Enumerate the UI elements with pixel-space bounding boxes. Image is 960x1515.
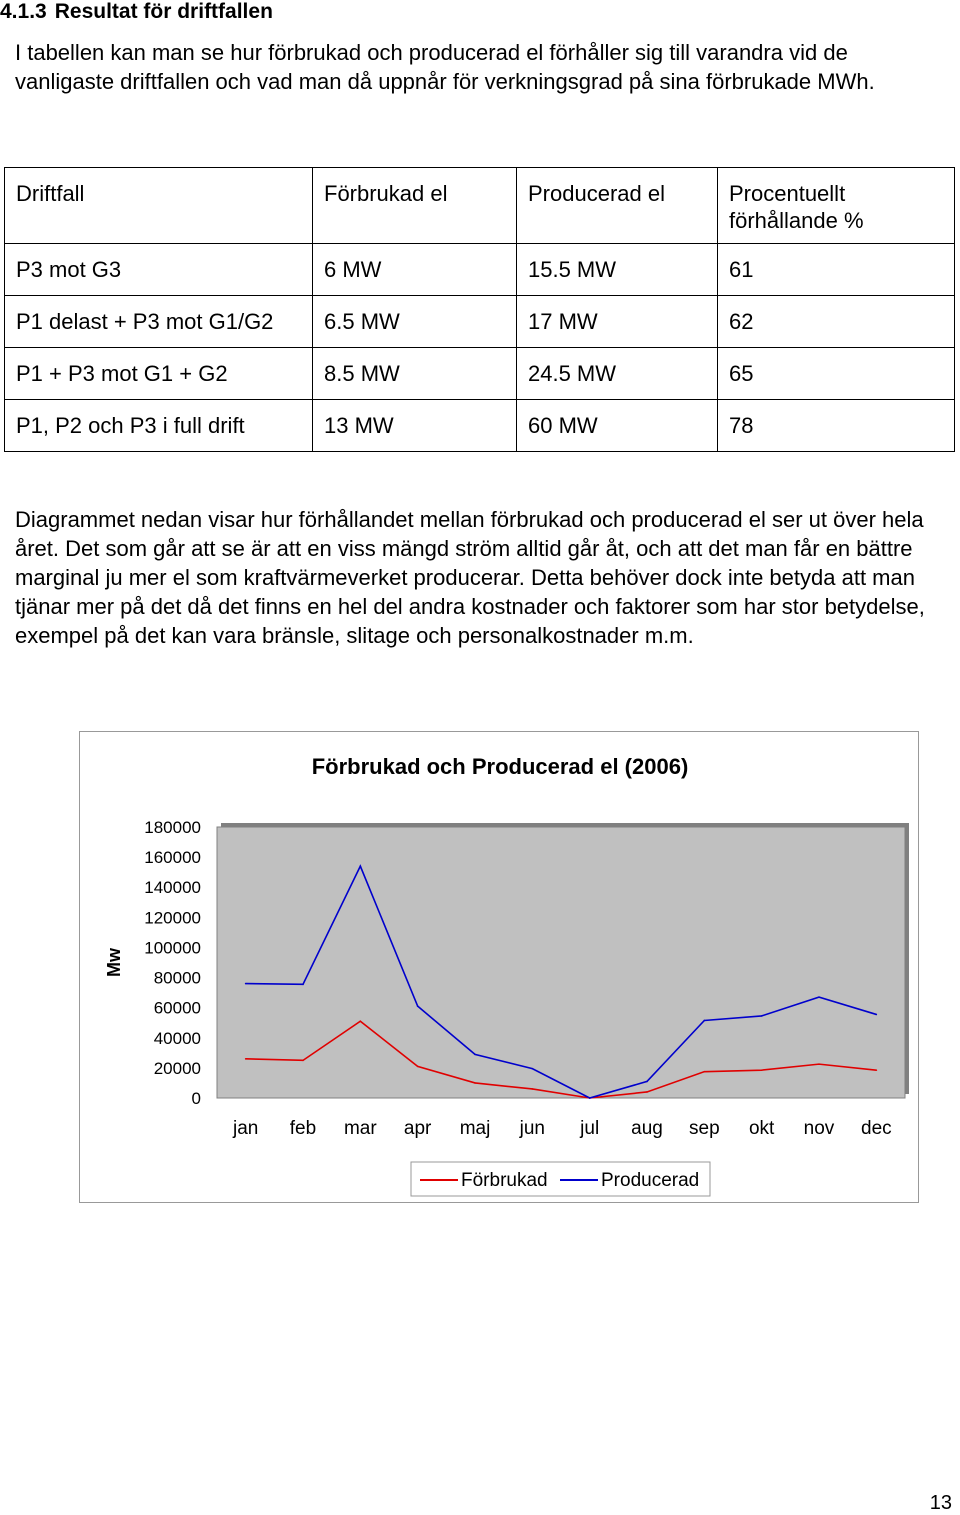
- body-paragraph: Diagrammet nedan visar hur förhållandet mellan förbrukad och producerad el ser ut över hela året. Det som går att se är att en viss mängd ström alltid går åt, och att det man får en bättre marginal ju mer el som kraftvärmeverket producerar. Detta behöver dock inte betyda att man tjänar mer på det då det finns en hel del andra kostnader och faktorer som har stor betydelse, exempel på det kan vara bränsle, slitage och personalkostnader m.m.: [15, 507, 925, 648]
- x-tick-label: nov: [803, 1118, 835, 1139]
- chart-title: Förbrukad och Producerad el (2006): [311, 754, 689, 779]
- y-axis-label: Mw: [104, 948, 124, 977]
- intro-paragraph: I tabellen kan man se hur förbrukad och producerad el förhåller sig till varandra vid de vanligaste driftfallen och vad man då uppnår för verkningsgrad på sina förbrukade MWh.: [15, 40, 875, 94]
- data-point: [360, 865, 362, 867]
- plot-area: [217, 827, 905, 1098]
- data-point: [360, 1020, 362, 1022]
- table-cell: 13 MW: [313, 400, 517, 452]
- table-cell: P3 mot G3: [5, 244, 313, 296]
- table-cell: 62: [718, 296, 955, 348]
- x-tick-label: jul: [580, 1118, 600, 1139]
- data-point: [704, 1071, 706, 1073]
- data-point: [302, 984, 304, 986]
- table-header-cell: Producerad el: [517, 168, 718, 244]
- table-cell: 6.5 MW: [313, 296, 517, 348]
- data-point: [761, 1015, 763, 1017]
- data-point: [417, 1005, 419, 1007]
- data-point: [532, 1068, 534, 1070]
- table-cell: 61: [718, 244, 955, 296]
- table-row: [5, 244, 955, 296]
- data-point: [589, 1097, 591, 1099]
- line-chart: [79, 731, 919, 1203]
- table-cell: 78: [718, 400, 955, 452]
- y-tick-label: 100000: [144, 938, 201, 958]
- section-heading: [0, 0, 273, 24]
- table-cell: 15.5 MW: [517, 244, 718, 296]
- y-tick-label: 20000: [153, 1058, 201, 1078]
- table-row: [5, 348, 955, 400]
- data-point: [245, 983, 247, 985]
- chart-canvas: [80, 732, 920, 1204]
- table-header-cell: Förbrukad el: [313, 168, 517, 244]
- x-tick-label: aug: [631, 1118, 663, 1139]
- data-point: [417, 1066, 419, 1068]
- x-tick-label: apr: [403, 1118, 432, 1139]
- data-point: [245, 1058, 247, 1060]
- table-row: [5, 296, 955, 348]
- data-point: [876, 1014, 878, 1016]
- legend-label: Producerad: [601, 1170, 700, 1191]
- data-point: [876, 1069, 878, 1071]
- driftfall-table: [4, 167, 955, 452]
- x-tick-label: mar: [343, 1118, 377, 1139]
- table-cell: 24.5 MW: [517, 348, 718, 400]
- data-point: [302, 1060, 304, 1062]
- y-tick-label: 60000: [153, 998, 201, 1018]
- y-tick-label: 0: [191, 1089, 201, 1108]
- table-header-cell: Procentuellt förhållande %: [718, 168, 955, 244]
- data-point: [818, 1063, 820, 1065]
- x-tick-label: dec: [861, 1118, 892, 1139]
- table-cell: 17 MW: [517, 296, 718, 348]
- table-header-row: [5, 168, 955, 244]
- section-title: Resultat för driftfallen: [54, 0, 273, 23]
- y-tick-label: 140000: [144, 878, 201, 898]
- table-row: [5, 400, 955, 452]
- x-tick-label: jun: [519, 1118, 546, 1139]
- table-cell: P1 + P3 mot G1 + G2: [5, 348, 313, 400]
- x-tick-label: maj: [459, 1118, 491, 1139]
- table-cell: 65: [718, 348, 955, 400]
- x-tick-label: jan: [232, 1118, 259, 1139]
- y-tick-label: 80000: [153, 968, 201, 988]
- x-tick-label: okt: [748, 1118, 775, 1139]
- table-cell: P1, P2 och P3 i full drift: [5, 400, 313, 452]
- data-point: [474, 1054, 476, 1056]
- x-tick-label: sep: [689, 1118, 720, 1139]
- x-tick-label: feb: [289, 1118, 317, 1139]
- y-tick-label: 180000: [144, 818, 201, 837]
- section-number: 4.1.3: [0, 0, 47, 23]
- data-point: [761, 1069, 763, 1071]
- table-cell: 60 MW: [517, 400, 718, 452]
- data-point: [474, 1082, 476, 1084]
- data-point: [532, 1088, 534, 1090]
- legend-label: Förbrukad: [461, 1170, 548, 1191]
- y-tick-label: 120000: [144, 908, 201, 928]
- data-point: [704, 1020, 706, 1022]
- data-point: [646, 1081, 648, 1083]
- table-cell: P1 delast + P3 mot G1/G2: [5, 296, 313, 348]
- data-point: [646, 1091, 648, 1093]
- page-number: 13: [929, 1492, 952, 1514]
- table-cell: 6 MW: [313, 244, 517, 296]
- y-tick-label: 40000: [153, 1028, 201, 1048]
- table-header-cell: Driftfall: [5, 168, 313, 244]
- data-point: [818, 996, 820, 998]
- y-tick-label: 160000: [144, 848, 201, 868]
- table-cell: 8.5 MW: [313, 348, 517, 400]
